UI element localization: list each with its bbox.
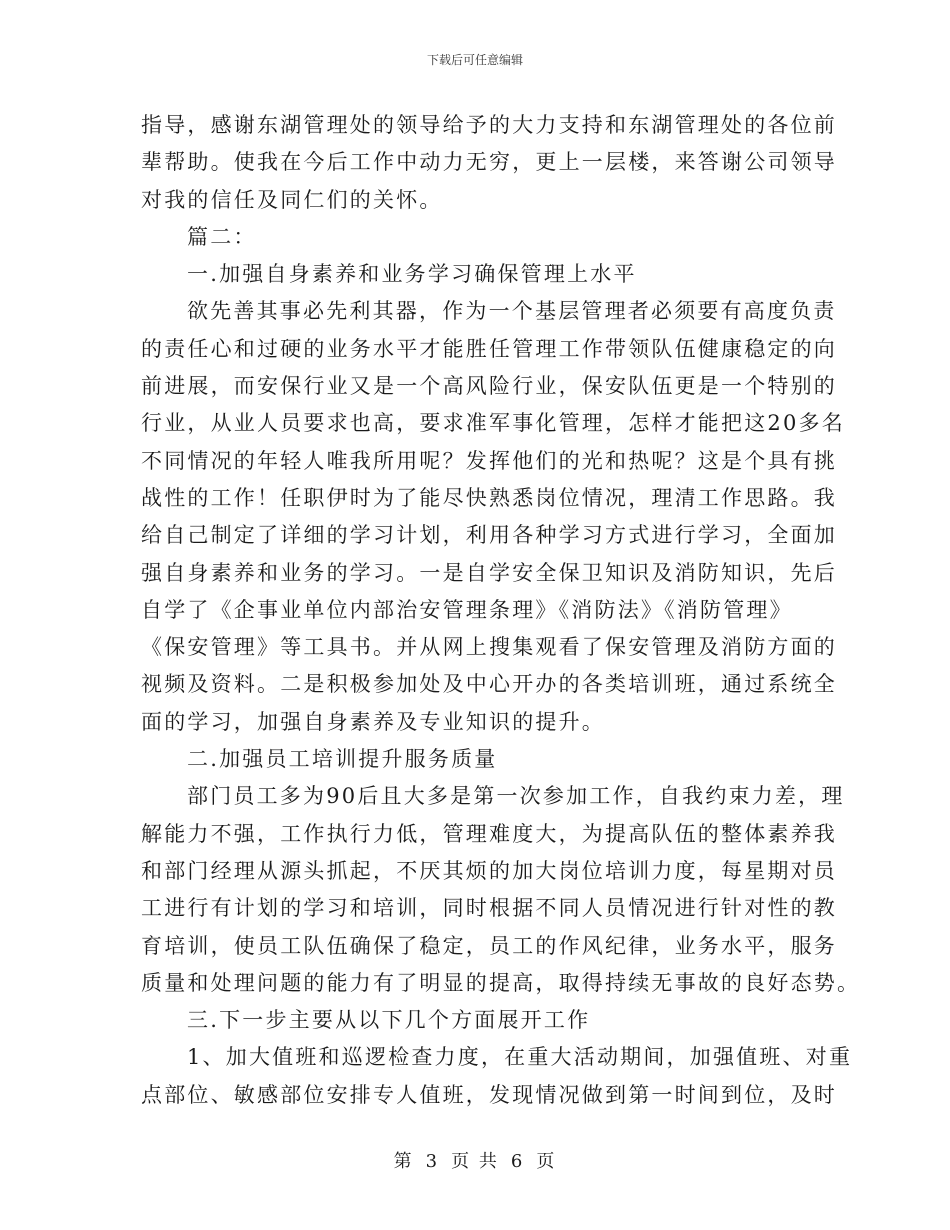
body-line: 自学了《企事业单位内部治安管理条理》《消防法》《消防管理》: [141, 597, 793, 622]
footer-label-middle: 页 共: [451, 1151, 499, 1172]
page-header: [0, 52, 950, 68]
footer-label-before: 第: [393, 1151, 414, 1172]
body-line: 视频及资料。二是积极参加处及中心开办的各类培训班，通过系统全: [141, 672, 837, 697]
body-line: 三.下一步主要从以下几个方面展开工作: [187, 1008, 591, 1033]
body-line: 指导，感谢东湖管理处的领导给予的大力支持和东湖管理处的各位前: [141, 113, 837, 137]
document-body: [141, 107, 861, 1114]
body-line: 面的学习，加强自身素养及专业知识的提升。: [141, 709, 605, 734]
page-footer: [0, 1150, 950, 1174]
footer-page-number: 3: [425, 1151, 440, 1172]
body-line: 部门员工多为90后且大多是第一次参加工作，自我约束力差，理: [187, 784, 845, 809]
header-text: 下载后可任意编辑: [426, 53, 523, 67]
body-line: 1、加大值班和巡逻检查力度，在重大活动期间，加强值班、对重: [187, 1045, 853, 1070]
body-line: 解能力不强，工作执行力低，管理难度大，为提高队伍的整体素养我: [141, 821, 837, 846]
body-line: 前进展，而安保行业又是一个高风险行业，保安队伍更是一个特别的: [141, 374, 837, 399]
body-line: 的责任心和过硬的业务水平才能胜任管理工作带领队伍健康稳定的向: [141, 336, 837, 361]
body-line: 点部位、敏感部位安排专人值班，发现情况做到第一时间到位，及时: [141, 1082, 837, 1107]
body-line: 辈帮助。使我在今后工作中动力无穷，更上一层楼，来答谢公司领导: [141, 150, 837, 175]
body-line: 强自身素养和业务的学习。一是自学安全保卫知识及消防知识，先后: [141, 560, 837, 585]
body-line: 和部门经理从源头抓起，不厌其烦的加大岗位培训力度，每星期对员: [141, 858, 837, 883]
body-line: 二.加强员工培训提升服务质量: [187, 747, 498, 772]
body-line: 战性的工作！任职伊时为了能尽快熟悉岗位情况，理清工作思路。我: [141, 485, 837, 510]
footer-total-pages: 6: [510, 1151, 525, 1172]
body-line: 一.加强自身素养和业务学习确保管理上水平: [187, 262, 637, 287]
body-line: 对我的信任及同仁们的关怀。: [141, 187, 443, 212]
body-line: 给自己制定了详细的学习计划，利用各种学习方式进行学习，全面加: [141, 523, 837, 548]
body-line: 欲先善其事必先利其器，作为一个基层管理者必须要有高度负责: [187, 299, 837, 324]
body-line: 不同情况的年轻人唯我所用呢？发挥他们的光和热呢？这是个具有挑: [141, 448, 837, 473]
body-line: 育培训，使员工队伍确保了稳定，员工的作风纪律，业务水平，服务: [141, 933, 837, 958]
body-line: 行业，从业人员要求也高，要求准军事化管理，怎样才能把这20多名: [141, 411, 845, 436]
body-line: 质量和处理问题的能力有了明显的提高，取得持续无事故的良好态势。: [141, 970, 861, 995]
body-line: 篇二：: [187, 224, 257, 249]
body-line: 《保安管理》等工具书。并从网上搜集观看了保安管理及消防方面的: [141, 635, 837, 660]
footer-label-after: 页: [536, 1151, 557, 1172]
body-line: 工进行有计划的学习和培训，同时根据不同人员情况进行针对性的教: [141, 896, 837, 921]
